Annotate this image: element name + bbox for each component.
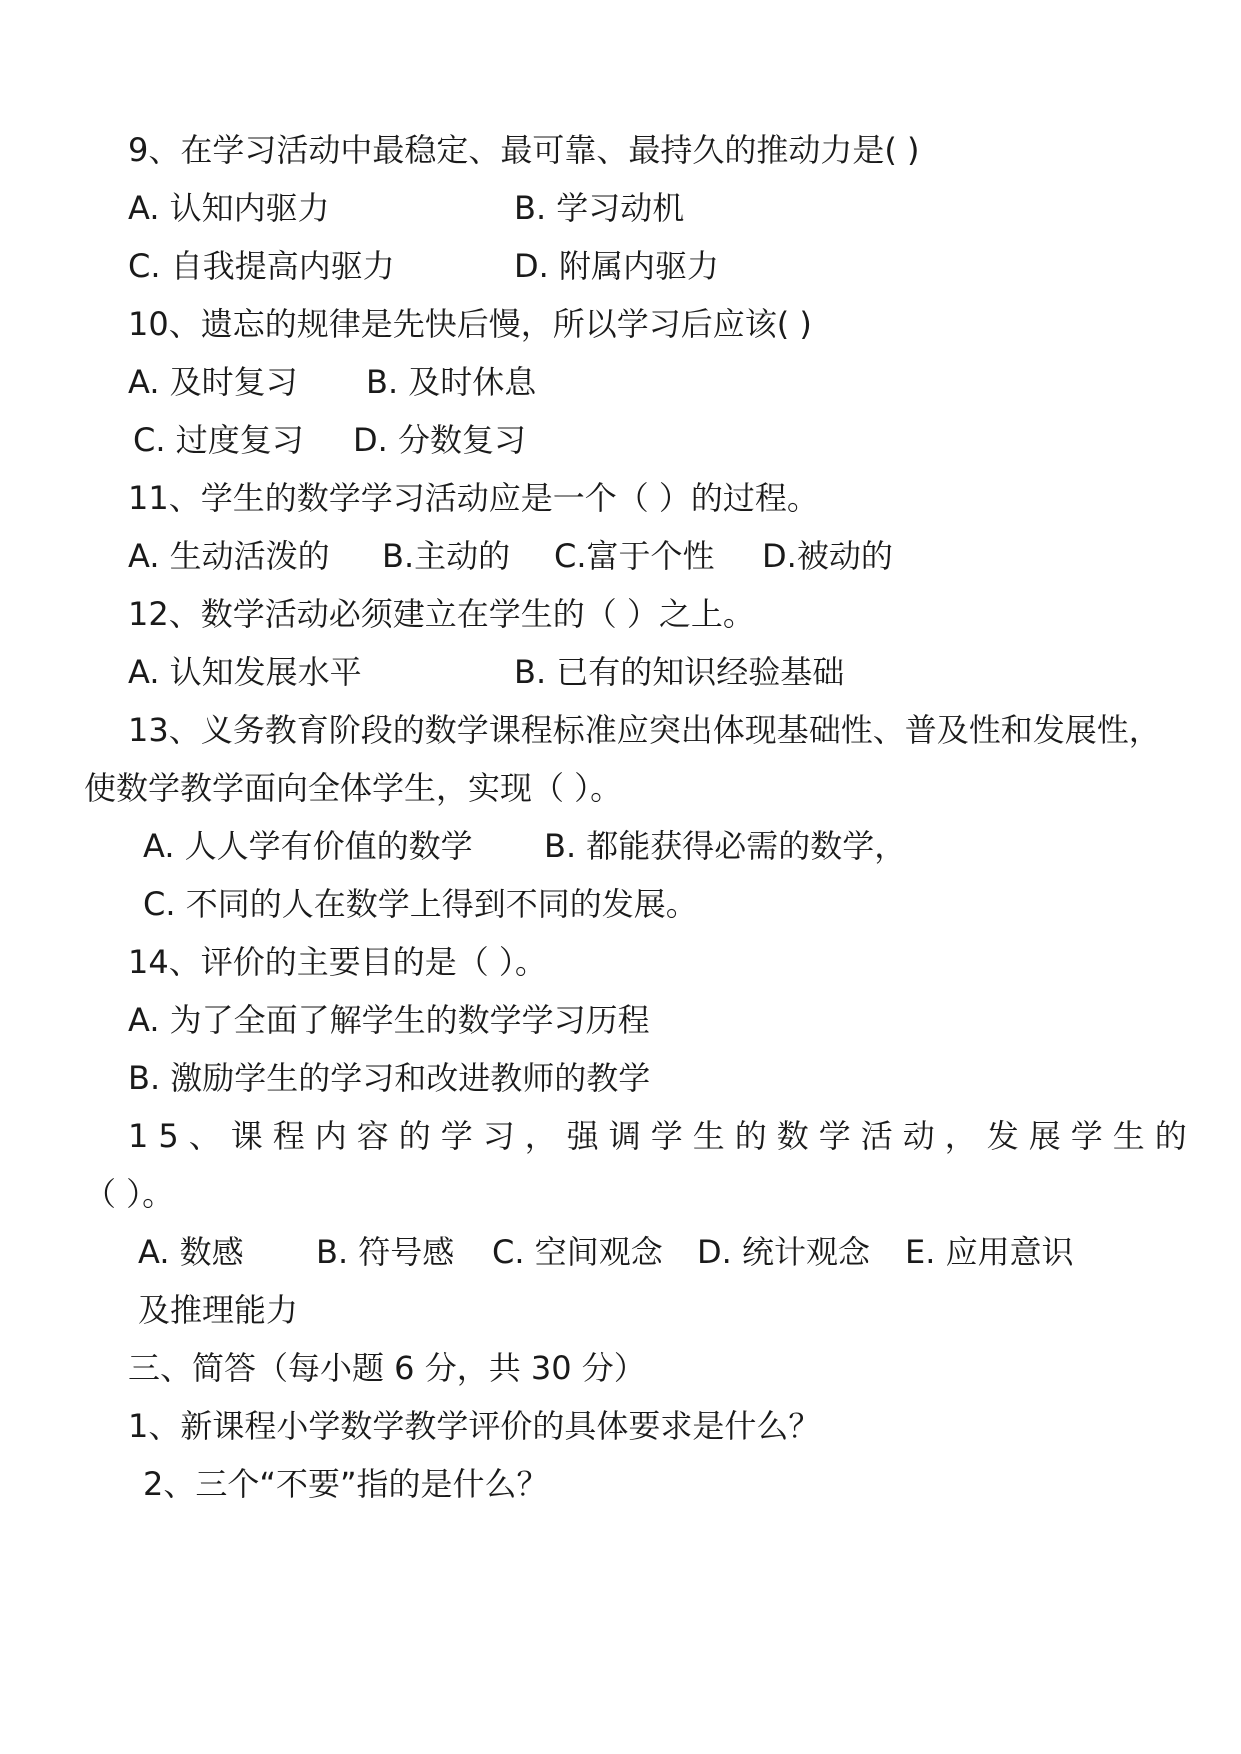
q13-option-c: C. 不同的人在数学上得到不同的发展。 bbox=[143, 885, 698, 923]
q9-stem: 9、在学习活动中最稳定、最可靠、最持久的推动力是( ) bbox=[128, 131, 920, 169]
q15-stem-line2: （ ）。 bbox=[84, 1175, 175, 1213]
q15-option-a: A. 数感 bbox=[138, 1233, 244, 1271]
q11-option-b: B.主动的 bbox=[382, 537, 511, 575]
q11-option-a: A. 生动活泼的 bbox=[128, 537, 330, 575]
q13-stem-line2: 使数学教学面向全体学生，实现（ ）。 bbox=[84, 769, 623, 807]
q12-option-a: A. 认知发展水平 bbox=[128, 653, 362, 691]
q15-option-b: B. 符号感 bbox=[316, 1233, 455, 1271]
q13-option-a: A. 人人学有价值的数学 bbox=[143, 827, 473, 865]
q13-option-b: B. 都能获得必需的数学， bbox=[544, 827, 907, 865]
q11-stem: 11、学生的数学学习活动应是一个（ ）的过程。 bbox=[128, 479, 819, 517]
section3-question-1: 1、新课程小学数学教学评价的具体要求是什么？ bbox=[128, 1407, 821, 1445]
q9-option-d: D. 附属内驱力 bbox=[514, 247, 719, 285]
q14-option-a: A. 为了全面了解学生的数学学习历程 bbox=[128, 1001, 650, 1039]
q14-option-b: B. 激励学生的学习和改进教师的教学 bbox=[128, 1059, 651, 1097]
q12-stem: 12、数学活动必须建立在学生的（ ）之上。 bbox=[128, 595, 755, 633]
q10-option-d: D. 分数复习 bbox=[353, 421, 526, 459]
q10-stem: 10、遗忘的规律是先快后慢，所以学习后应该( ) bbox=[128, 305, 812, 343]
q10-option-c: C. 过度复习 bbox=[133, 421, 304, 459]
q14-stem: 14、评价的主要目的是（ ）。 bbox=[128, 943, 547, 981]
q15-option-e-continued: 及推理能力 bbox=[138, 1291, 299, 1329]
q11-option-c: C.富于个性 bbox=[554, 537, 715, 575]
q12-option-b: B. 已有的知识经验基础 bbox=[514, 653, 845, 691]
q13-stem-line1: 13、义务教育阶段的数学课程标准应突出体现基础性、普及性和发展性， bbox=[128, 711, 1161, 749]
q9-option-b: B. 学习动机 bbox=[514, 189, 685, 227]
q15-option-c: C. 空间观念 bbox=[492, 1233, 663, 1271]
q10-option-b: B. 及时休息 bbox=[366, 363, 537, 401]
q9-option-a: A. 认知内驱力 bbox=[128, 189, 330, 227]
q15-option-e: E. 应用意识 bbox=[905, 1233, 1074, 1271]
q9-option-c: C. 自我提高内驱力 bbox=[128, 247, 395, 285]
q11-option-d: D.被动的 bbox=[762, 537, 893, 575]
section3-question-2: 2、三个“不要”指的是什么？ bbox=[143, 1465, 549, 1503]
q10-option-a: A. 及时复习 bbox=[128, 363, 298, 401]
q15-stem-line1: 15、课程内容的学习，强调学生的数学活动，发展学生的 bbox=[128, 1117, 1197, 1155]
section3-heading: 三、简答（每小题 6 分，共 30 分） bbox=[128, 1349, 646, 1387]
q15-option-d: D. 统计观念 bbox=[697, 1233, 870, 1271]
